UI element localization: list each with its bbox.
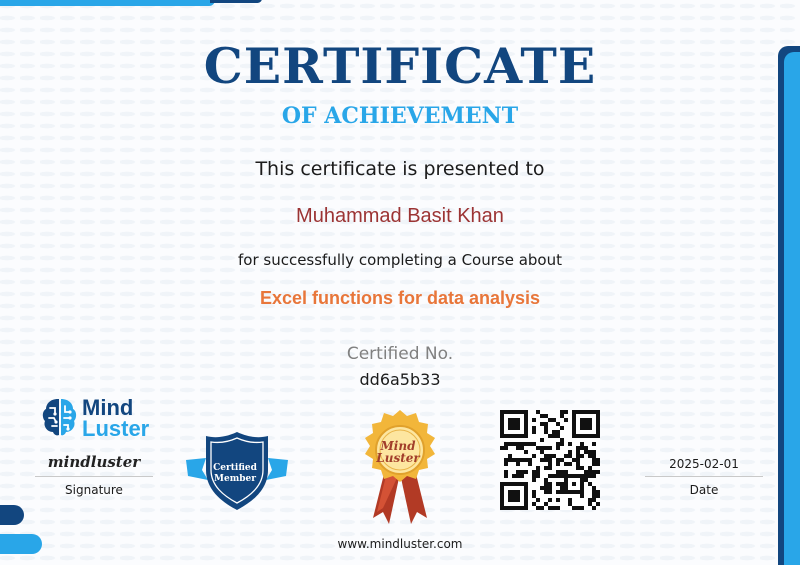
badge-text-member: Member (214, 474, 256, 484)
date-line (645, 476, 763, 477)
mindluster-logo (40, 396, 160, 444)
recipient-name: Muhammad Basit Khan (296, 205, 504, 227)
completing-text: for successfully completing a Course about (237, 251, 562, 269)
medal-text-luster: Luster (376, 451, 420, 465)
gold-seal-ribbon-icon (355, 408, 445, 530)
top-accent-bar-dark (210, 0, 262, 3)
date-value: 2025-02-01 (669, 457, 739, 471)
logo-text-mind: Mind (82, 395, 134, 420)
certificate-title: CERTIFICATE (203, 37, 597, 95)
course-name: Excel functions for data analysis (259, 288, 541, 308)
date-label: Date (689, 483, 719, 497)
badge-text-certified: Certified (213, 463, 257, 473)
certificate-subtitle: OF ACHIEVEMENT (281, 103, 519, 129)
top-accent-bar-light (0, 0, 215, 6)
presented-text: This certificate is presented to (255, 158, 545, 180)
logo-text-luster: Luster (82, 416, 150, 441)
certified-number: dd6a5b33 (359, 370, 441, 389)
signature-script: mindluster (47, 453, 141, 471)
qr-code-icon (500, 410, 600, 510)
brain-circuit-icon (40, 396, 80, 438)
signature-line (35, 476, 153, 477)
certified-number-label: Certified No. (346, 344, 454, 364)
signature-label: Signature (65, 483, 123, 497)
left-accent-bar-dark (0, 505, 24, 525)
medal-text-mind: Mind (380, 439, 416, 453)
website-link[interactable]: www.mindluster.com (337, 537, 463, 551)
